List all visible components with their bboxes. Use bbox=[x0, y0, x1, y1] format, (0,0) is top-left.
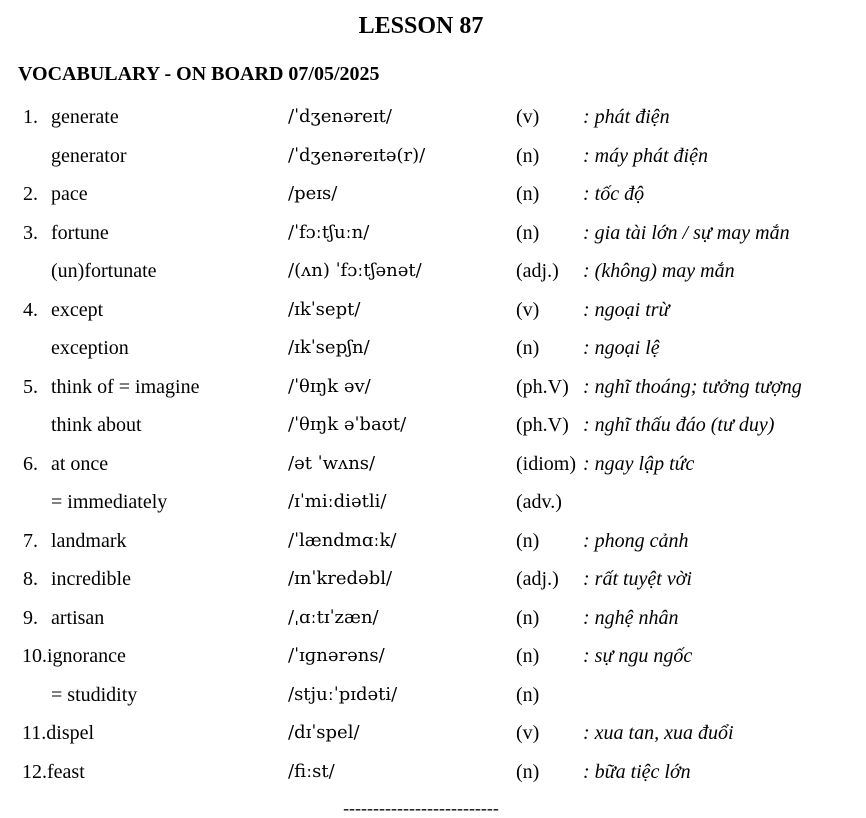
item-number: 3. bbox=[23, 221, 38, 244]
vocab-row bbox=[0, 175, 866, 214]
vocab-word: except bbox=[51, 298, 104, 321]
part-of-speech: (n) bbox=[516, 606, 540, 629]
vocab-word: think about bbox=[51, 414, 142, 436]
vocab-word: pace bbox=[51, 183, 88, 205]
pronunciation: /fiːst/ bbox=[288, 760, 335, 782]
meaning: : gia tài lớn / sự may mắn bbox=[583, 221, 790, 244]
pronunciation: /ˈθɪŋk əv/ bbox=[288, 375, 371, 397]
item-number: 9. bbox=[23, 606, 38, 629]
vocab-word: incredible bbox=[51, 568, 131, 590]
pronunciation: /ət ˈwʌns/ bbox=[288, 452, 376, 474]
vocab-row bbox=[0, 252, 866, 291]
meaning: : rất tuyệt vời bbox=[583, 568, 692, 590]
vocab-word: = studidity bbox=[51, 683, 138, 706]
item-number: 10. bbox=[22, 645, 47, 667]
part-of-speech: (adv.) bbox=[516, 491, 562, 513]
part-of-speech: (n) bbox=[516, 529, 540, 552]
vocab-word: generate bbox=[51, 106, 119, 128]
vocab-row bbox=[0, 560, 866, 599]
pronunciation: /ˈdʒenəreɪt/ bbox=[288, 106, 392, 127]
section-title: VOCABULARY - ON BOARD 07/05/2025 bbox=[18, 63, 380, 85]
vocab-word: feast bbox=[47, 760, 85, 783]
part-of-speech: (adj.) bbox=[516, 568, 559, 590]
pronunciation: /ˈlændmɑːk/ bbox=[288, 529, 397, 551]
part-of-speech: (ph.V) bbox=[516, 375, 569, 398]
vocab-word: at once bbox=[51, 452, 109, 475]
vocab-row bbox=[0, 522, 866, 561]
item-number: 12. bbox=[22, 760, 47, 783]
vocabulary-list bbox=[0, 98, 866, 791]
meaning: : xua tan, xua đuổi bbox=[583, 722, 734, 744]
vocab-word: exception bbox=[51, 337, 129, 359]
meaning: : ngoại trừ bbox=[583, 298, 670, 321]
part-of-speech: (n) bbox=[516, 337, 540, 359]
vocab-row bbox=[0, 98, 866, 137]
vocab-row bbox=[0, 599, 866, 638]
meaning: : bữa tiệc lớn bbox=[583, 760, 691, 783]
vocab-word: ignorance bbox=[47, 645, 126, 667]
part-of-speech: (n) bbox=[516, 645, 540, 667]
part-of-speech: (n) bbox=[516, 683, 540, 706]
part-of-speech: (n) bbox=[516, 760, 540, 783]
vocab-word: artisan bbox=[51, 606, 105, 629]
pronunciation: /ˌɑːtɪˈzæn/ bbox=[288, 606, 379, 628]
vocab-word: fortune bbox=[51, 221, 109, 244]
vocab-word: = immediately bbox=[51, 491, 168, 513]
meaning: : ngoại lệ bbox=[583, 337, 660, 359]
part-of-speech: (v) bbox=[516, 722, 540, 744]
pronunciation: /ˈɪɡnərəns/ bbox=[288, 645, 385, 666]
vocab-row bbox=[0, 137, 866, 176]
meaning: : máy phát điện bbox=[583, 144, 708, 167]
item-number: 5. bbox=[23, 375, 38, 398]
item-number: 6. bbox=[23, 452, 38, 475]
vocab-row bbox=[0, 214, 866, 253]
meaning: : nghĩ thấu đáo (tư duy) bbox=[583, 414, 775, 436]
meaning: : phát điện bbox=[583, 106, 670, 128]
vocab-word: generator bbox=[51, 144, 127, 167]
meaning: : ngay lập tức bbox=[583, 452, 695, 475]
vocab-row bbox=[0, 406, 866, 445]
vocab-row bbox=[0, 637, 866, 676]
pronunciation: /ˈθɪŋk əˈbaʊt/ bbox=[288, 414, 407, 435]
part-of-speech: (ph.V) bbox=[516, 414, 569, 436]
pronunciation: /ˈfɔːtʃuːn/ bbox=[288, 221, 370, 243]
vocab-word: landmark bbox=[51, 529, 127, 552]
meaning: : sự ngu ngốc bbox=[583, 645, 693, 667]
vocab-row bbox=[0, 676, 866, 715]
vocab-row bbox=[0, 445, 866, 484]
part-of-speech: (n) bbox=[516, 221, 540, 244]
vocab-row bbox=[0, 329, 866, 368]
pronunciation: /stjuːˈpɪdəti/ bbox=[288, 683, 398, 705]
part-of-speech: (adj.) bbox=[516, 260, 559, 282]
meaning: : nghệ nhân bbox=[583, 606, 679, 629]
vocab-word: think of = imagine bbox=[51, 375, 200, 398]
page-title: LESSON 87 bbox=[358, 13, 484, 39]
part-of-speech: (idiom) bbox=[516, 452, 576, 475]
pronunciation: /(ʌn) ˈfɔːtʃənət/ bbox=[288, 260, 422, 281]
pronunciation: /ɪnˈkredəbl/ bbox=[288, 568, 393, 589]
pronunciation: /ɪkˈsepʃn/ bbox=[288, 337, 370, 358]
meaning: : tốc độ bbox=[583, 183, 645, 205]
vocab-word: (un)fortunate bbox=[51, 260, 157, 282]
item-number: 2. bbox=[23, 183, 38, 205]
vocab-row bbox=[0, 291, 866, 330]
part-of-speech: (v) bbox=[516, 106, 540, 128]
vocab-row bbox=[0, 753, 866, 792]
pronunciation: /ɪkˈsept/ bbox=[288, 298, 361, 320]
vocab-row bbox=[0, 483, 866, 522]
pronunciation: /peɪs/ bbox=[288, 183, 338, 204]
vocab-row bbox=[0, 714, 866, 753]
part-of-speech: (v) bbox=[516, 298, 540, 321]
item-number: 8. bbox=[23, 568, 38, 590]
part-of-speech: (n) bbox=[516, 183, 540, 205]
part-of-speech: (n) bbox=[516, 144, 540, 167]
item-number: 1. bbox=[23, 106, 38, 128]
meaning: : (không) may mắn bbox=[583, 260, 735, 282]
meaning: : phong cảnh bbox=[583, 529, 689, 552]
pronunciation: /ɪˈmiːdiətli/ bbox=[288, 491, 387, 512]
item-number: 7. bbox=[23, 529, 38, 552]
footer-divider: -------------------------- bbox=[343, 798, 499, 818]
meaning: : nghĩ thoáng; tưởng tượng bbox=[583, 375, 802, 398]
pronunciation: /ˈdʒenəreɪtə(r)/ bbox=[288, 144, 426, 166]
item-number: 11. bbox=[22, 722, 47, 744]
vocab-row bbox=[0, 368, 866, 407]
pronunciation: /dɪˈspel/ bbox=[288, 722, 360, 743]
vocab-word: dispel bbox=[46, 722, 95, 744]
item-number: 4. bbox=[23, 298, 38, 321]
